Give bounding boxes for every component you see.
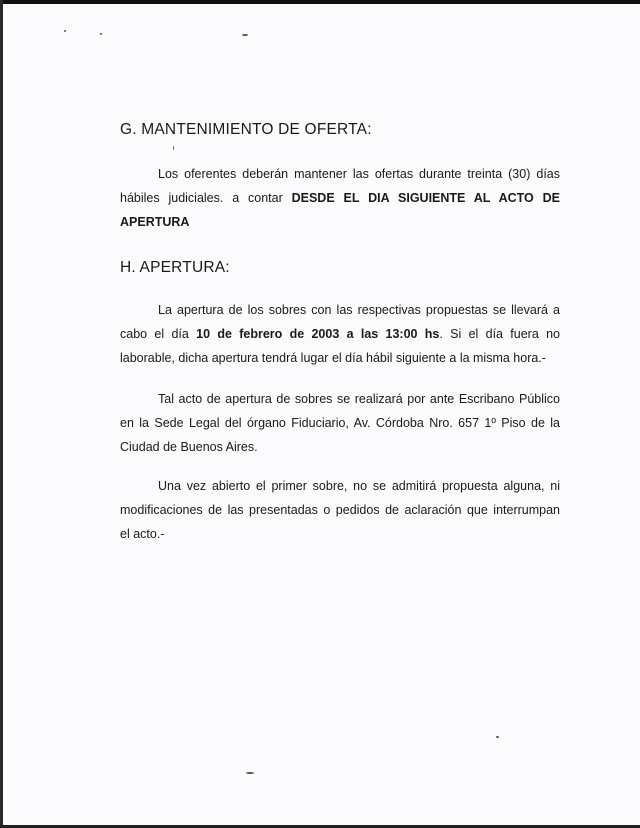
text-span: el acto.- (120, 527, 165, 541)
bold-text: 10 de febrero de 2003 a las 13:00 hs (196, 327, 440, 341)
text-line (120, 298, 560, 322)
text-span: cabo el día (120, 327, 197, 341)
text-line (120, 322, 560, 346)
text-span: . Si el día fuera no (439, 327, 560, 341)
text-line (120, 522, 560, 546)
scan-left-edge (0, 0, 3, 828)
scan-speck (100, 33, 102, 35)
text-line (120, 346, 560, 370)
text-span: Los oferentes deberán mantener las ofertas durante treinta (30) días (158, 167, 560, 181)
scan-speck (173, 146, 174, 150)
text-line (120, 387, 560, 411)
section-g-heading: G. MANTENIMIENTO DE OFERTA: (120, 121, 372, 138)
text-line (120, 498, 560, 522)
section-g-paragraph (120, 162, 560, 234)
text-span: Tal acto de apertura de sobres se realizará por ante Escribano Público (158, 392, 560, 406)
scan-top-edge (0, 0, 640, 4)
text-span: La apertura de los sobres con las respectivas propuestas se llevará a (158, 303, 560, 317)
text-line (120, 162, 560, 186)
section-h-paragraph-1 (120, 298, 560, 370)
text-line (120, 411, 560, 435)
text-line (120, 210, 560, 234)
scan-speck (246, 772, 254, 774)
text-span: Ciudad de Buenos Aires. (120, 440, 258, 454)
scan-speck (496, 736, 499, 738)
section-h-heading: H. APERTURA: (120, 259, 230, 276)
text-line (120, 186, 560, 210)
scan-speck (64, 30, 66, 32)
text-span: en la Sede Legal del órgano Fiduciario, Av. Córdoba Nro. 657 1º Piso de la (120, 416, 560, 430)
section-h-paragraph-3 (120, 474, 560, 546)
text-line (120, 474, 560, 498)
scan-speck (242, 34, 248, 36)
text-span: modificaciones de las presentadas o pedidos de aclaración que interrumpan (120, 503, 560, 517)
text-line (120, 435, 560, 459)
text-span: Una vez abierto el primer sobre, no se admitirá propuesta alguna, ni (158, 479, 560, 493)
section-h-paragraph-2 (120, 387, 560, 459)
text-span: laborable, dicha apertura tendrá lugar el día hábil siguiente a la misma hora.- (120, 351, 546, 365)
bold-text: APERTURA (120, 215, 190, 229)
text-span: hábiles judiciales. a contar (120, 191, 292, 205)
bold-text: DESDE EL DIA SIGUIENTE AL ACTO DE (291, 191, 560, 205)
